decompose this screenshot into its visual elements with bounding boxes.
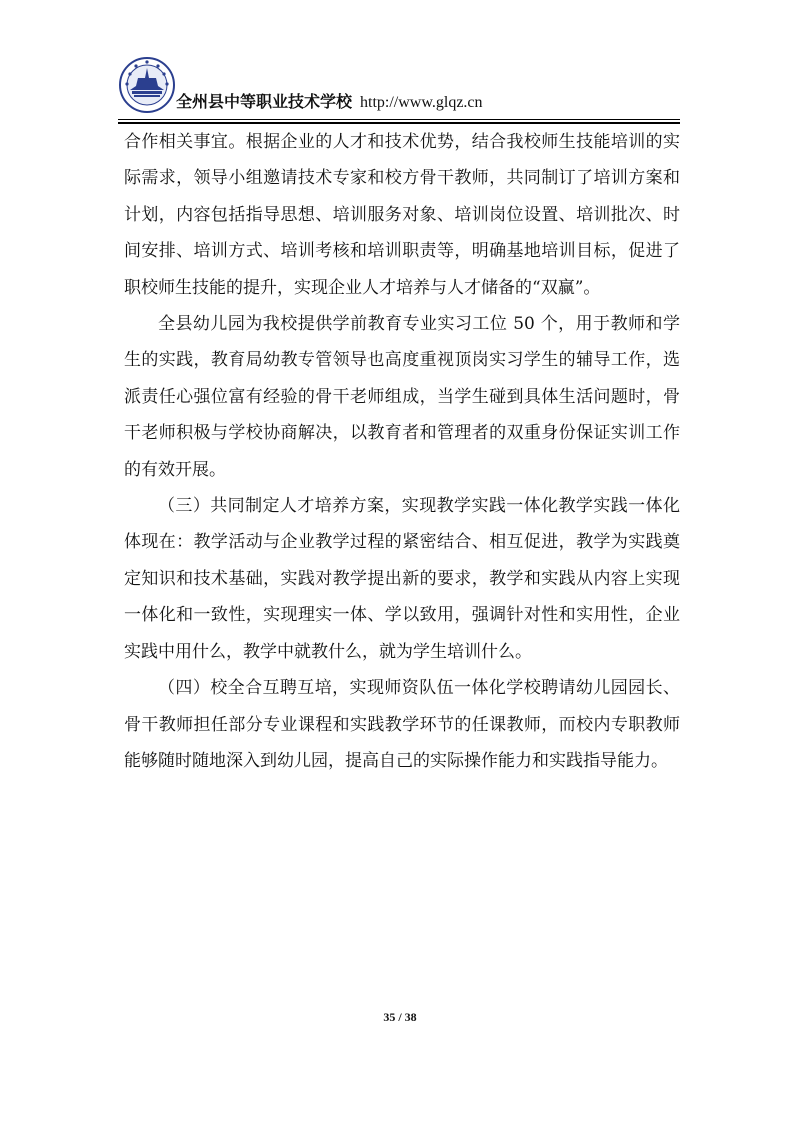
paragraph: （三）共同制定人才培养方案，实现教学实践一体化教学实践一体化体现在：教学活动与企业教学过程的紧密结合、相互促进，教学为实践奠定知识和技术基础，实践对教学提出新的要求，教学和实践从内容上实现一体化和一致性，实现理实一体、学以致用，强调针对性和实用性，企业实践中用什么，教学中就教什么，就为学生培训什么。	[124, 496, 680, 662]
document-body	[124, 124, 680, 779]
page-number: 35 / 38	[383, 1010, 417, 1024]
paragraph: 合作相关事宜。根据企业的人才和技术优势，结合我校师生技能培训的实际需求，领导小组邀请技术专家和校方骨干教师，共同制订了培训方案和计划，内容包括指导思想、培训服务对象、培训岗位设置、培训批次、时间安排、培训方式、培训考核和培训职责等，明确基地培训目标，促进了职校师生技能的提升，实现企业人才培养与人才储备的“双赢”。	[124, 132, 680, 298]
paragraph: 全县幼儿园为我校提供学前教育专业实习工位 50 个，用于教师和学生的实践，教育局幼教专管领导也高度重视顶岗实习学生的辅导工作，选派责任心强位富有经验的骨干老师组成，当学生碰到具体生活问题时，骨干老师积极与学校协商解决，以教育者和管理者的双重身份保证实训工作的有效开展。	[124, 314, 680, 480]
school-name: 全州县中等职业技术学校	[176, 92, 353, 111]
page-header	[118, 56, 680, 124]
header-divider	[118, 119, 680, 120]
school-logo-icon	[118, 56, 176, 114]
header-title	[176, 92, 483, 113]
school-url-link[interactable]: http://www.glqz.cn	[360, 94, 483, 111]
paragraph: （四）校全合互聘互培，实现师资队伍一体化学校聘请幼儿园园长、骨干教师担任部分专业课程和实践教学环节的任课教师，而校内专职教师能够随时随地深入到幼儿园，提高自己的实际操作能力和实践指导能力。	[124, 678, 680, 771]
